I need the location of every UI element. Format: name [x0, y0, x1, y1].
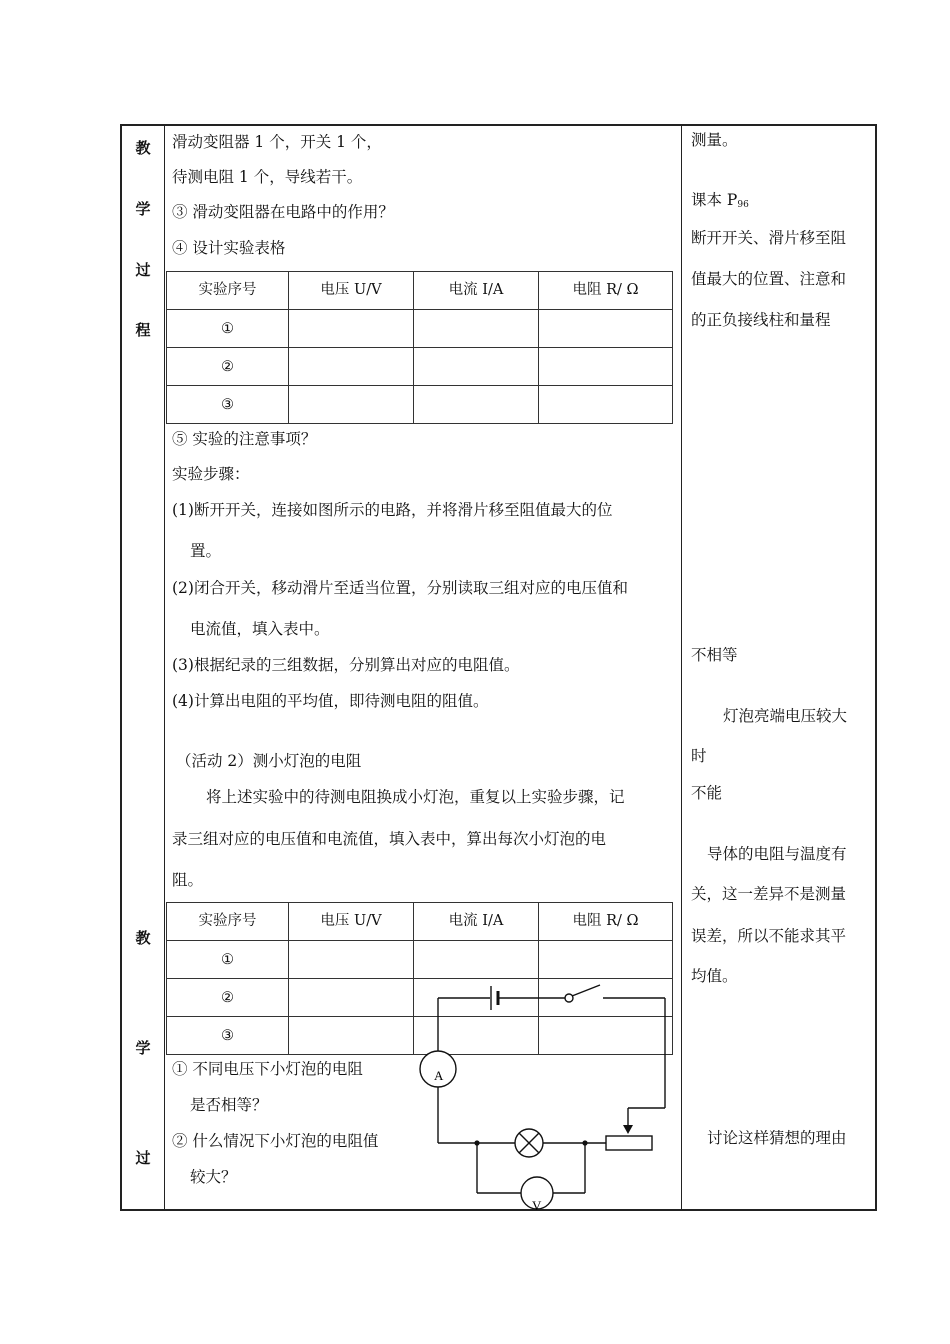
- header-resistance: 电阻 R/ Ω: [539, 272, 673, 310]
- trial-number: ③: [167, 1017, 289, 1055]
- step-1: (1)断开开关，连接如图所示的电路，并将滑片移至阻值最大的位: [172, 501, 613, 519]
- switch-icon: [572, 985, 600, 996]
- side-label: 过: [135, 261, 151, 279]
- activity-2-title: （活动 2）测小灯泡的电阻: [176, 752, 362, 770]
- junction-dot: [474, 1140, 479, 1145]
- note: 断开开关、滑片移至阻: [691, 229, 847, 247]
- header-trial: 实验序号: [167, 272, 289, 310]
- note: 导体的电阻与温度有: [707, 845, 847, 863]
- step-2: (2)闭合开关，移动滑片至适当位置，分别读取三组对应的电压值和: [172, 579, 628, 597]
- ammeter-label: A: [434, 1068, 444, 1083]
- header-voltage: 电压 U/V: [289, 272, 414, 310]
- side-label: 学: [135, 200, 151, 218]
- bulb-question-2: ② 什么情况下小灯泡的电阻值: [172, 1132, 379, 1150]
- paragraph-line: 阻。: [172, 871, 204, 889]
- slider-arrow-head: [623, 1125, 633, 1134]
- step-3: (3)根据纪录的三组数据，分别算出对应的电阻值。: [172, 656, 520, 674]
- note: 关，这一差异不是测量: [691, 885, 847, 903]
- header-trial: 实验序号: [167, 903, 289, 941]
- header-voltage: 电压 U/V: [289, 903, 414, 941]
- note: 不相等: [691, 646, 738, 664]
- trial-number: ①: [167, 941, 289, 979]
- note-textbook-page: 课本 $P_{96}$: [691, 191, 749, 210]
- paragraph-line: 录三组对应的电压值和电流值，填入表中，算出每次小灯泡的电: [172, 830, 607, 848]
- step-4: (4)计算出电阻的平均值，即待测电阻的阻值。: [172, 692, 489, 710]
- rheostat-icon: [606, 1136, 652, 1150]
- note: 的正负接线柱和量程: [691, 311, 831, 329]
- voltmeter-label: V: [532, 1198, 542, 1213]
- step-2-cont: 电流值，填入表中。: [190, 620, 330, 638]
- header-current: 电流 I/A: [414, 903, 539, 941]
- steps-title: 实验步骤：: [172, 465, 250, 483]
- paragraph-line: 将上述实验中的待测电阻换成小灯泡，重复以上实验步骤，记: [206, 788, 625, 806]
- note: 讨论这样猜想的理由: [707, 1129, 847, 1147]
- trial-number: ②: [167, 979, 289, 1017]
- step-1-cont: 置。: [190, 542, 222, 560]
- equipment-line-1: 滑动变阻器 1 个，开关 1 个，: [172, 133, 382, 151]
- note: 值最大的位置、注意和: [691, 270, 847, 288]
- header-current: 电流 I/A: [414, 272, 539, 310]
- equipment-line-2: 待测电阻 1 个，导线若干。: [172, 168, 363, 186]
- bulb-question-1: ① 不同电压下小灯泡的电阻: [172, 1060, 363, 1078]
- bulb-question-1-cont: 是否相等？: [190, 1096, 268, 1114]
- note: 测量。: [691, 131, 738, 149]
- note: 不能: [691, 784, 723, 802]
- note: 时: [691, 747, 707, 765]
- note: 误差，所以不能求其平: [691, 927, 847, 945]
- trial-number: ②: [167, 348, 289, 386]
- question-5: ⑤ 实验的注意事项？: [172, 430, 317, 448]
- junction-dot: [582, 1140, 587, 1145]
- question-3: ③ 滑动变阻器在电路中的作用？: [172, 203, 394, 221]
- note: 灯泡亮端电压较大: [723, 707, 848, 725]
- side-label: 教: [135, 929, 151, 947]
- trial-number: ①: [167, 310, 289, 348]
- switch-icon: [565, 994, 573, 1002]
- side-label: 教: [135, 139, 151, 157]
- bulb-question-2-cont: 较大？: [190, 1168, 237, 1186]
- note: 均值。: [691, 967, 738, 985]
- trial-number: ③: [167, 386, 289, 424]
- side-label: 学: [135, 1039, 151, 1057]
- question-4: ④ 设计实验表格: [172, 239, 286, 257]
- side-label: 程: [135, 321, 151, 339]
- header-resistance: 电阻 R/ Ω: [539, 903, 673, 941]
- side-label: 过: [135, 1149, 151, 1167]
